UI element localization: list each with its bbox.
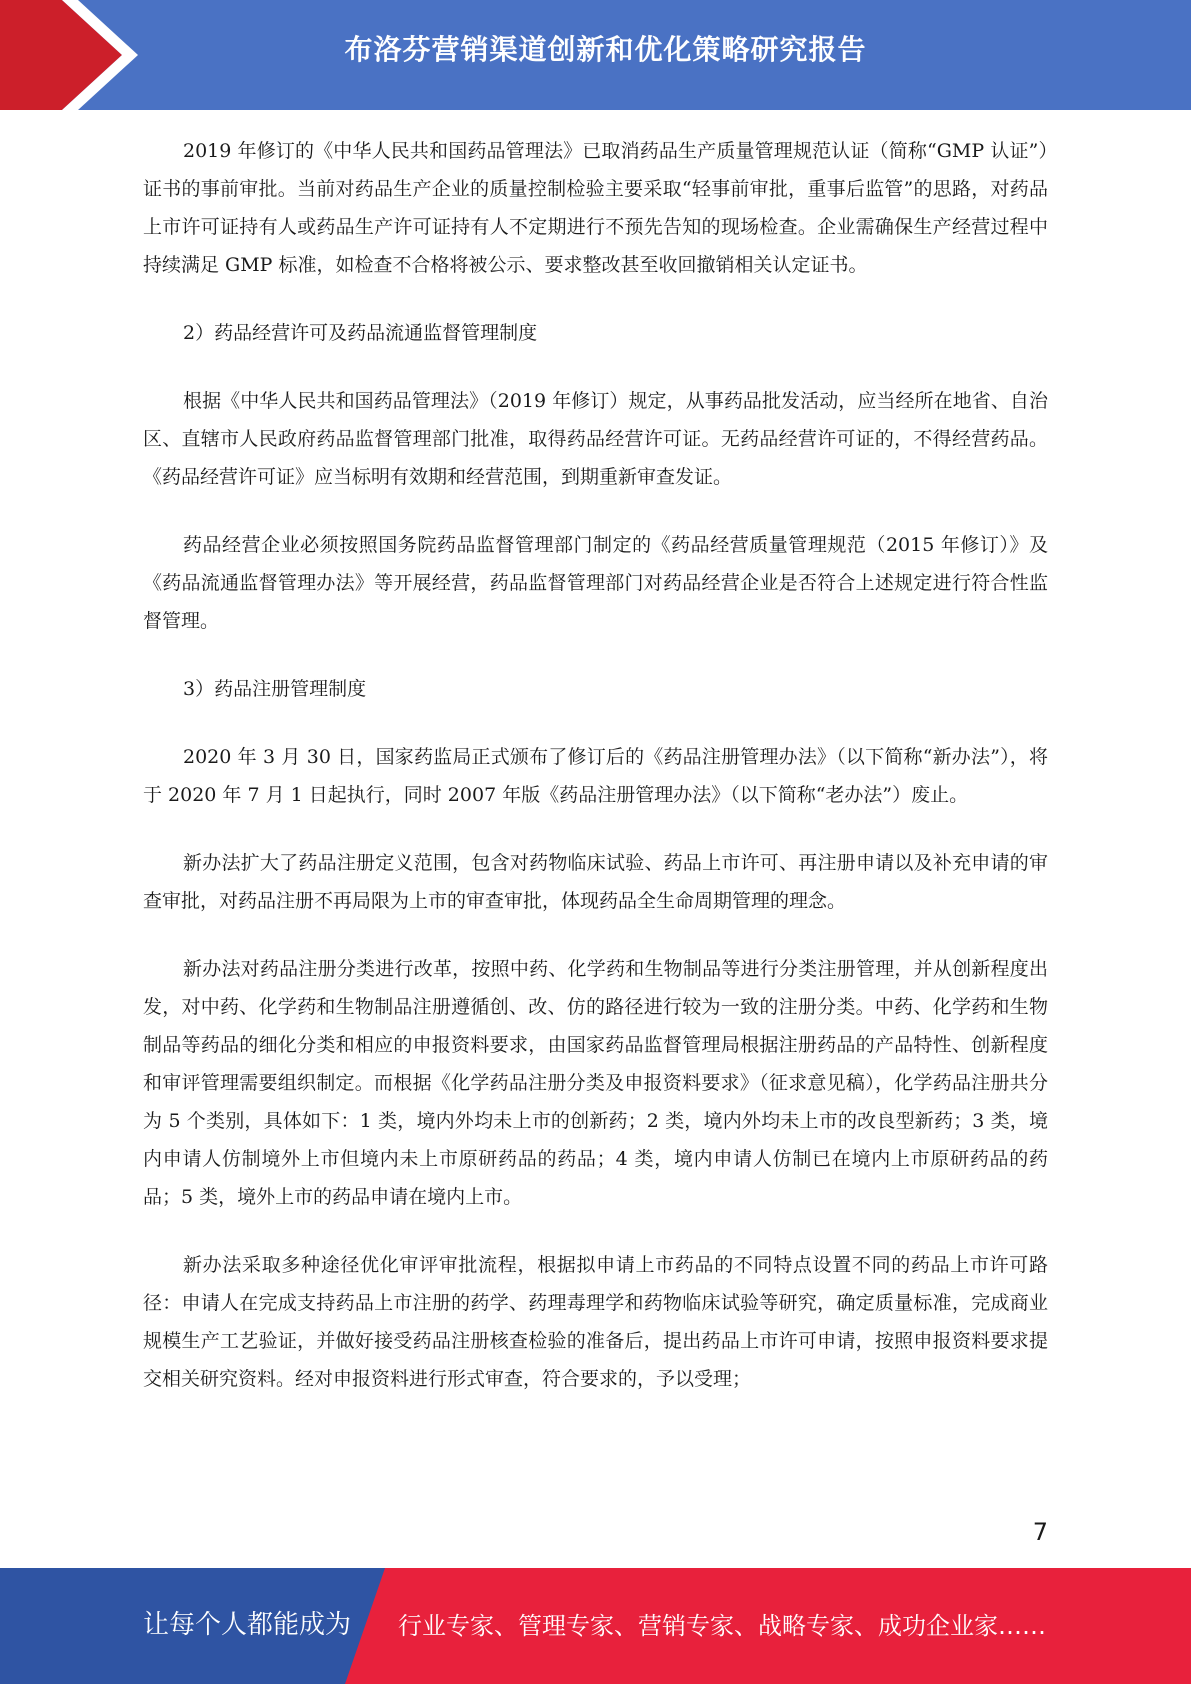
section-heading-registration: 3）药品注册管理制度 — [183, 678, 367, 700]
footer-slogan-roles: 行业专家、管理专家、营销专家、战略专家、成功企业家…… — [398, 1612, 1046, 1640]
paragraph-scope: 新办法扩大了药品注册定义范围，包含对药物临床试验、药品上市许可、再注册申请以及补充申请的审查审批，对药品注册不再局限为上市的审查审批，体现药品全生命周期管理的理念。 — [143, 852, 1048, 912]
page-header — [0, 0, 1191, 110]
report-title: 布洛芬营销渠道创新和优化策略研究报告 — [344, 33, 867, 66]
paragraph-new-rules: 2020 年 3 月 30 日，国家药监局正式颁布了修订后的《药品注册管理办法》（以下简称“新办法”），将于 2020 年 7 月 1 日起执行，同时 2007 年版《药品注册管理办法》（以下简称“老办法”）废止。 — [143, 746, 1048, 806]
paragraph-gsp: 药品经营企业必须按照国务院药品监督管理部门制定的《药品经营质量管理规范（2015 年修订）》及《药品流通监督管理办法》等开展经营，药品监督管理部门对药品经营企业是否符合上述规定进行符合性监督管理。 — [143, 534, 1048, 632]
paragraph-gmp: 2019 年修订的《中华人民共和国药品管理法》已取消药品生产质量管理规范认证（简称“GMP 认证”）证书的事前审批。当前对药品生产企业的质量控制检验主要采取“轻事前审批，重事后监管”的思路，对药品上市许可证持有人或药品生产许可证持有人不定期进行不预先告知的现场检查。企业需确保生产经营过程中持续满足 GMP 标准，如检查不合格将被公示、要求整改甚至收回撤销相关认定证书。 — [143, 140, 1048, 276]
page-footer — [0, 1568, 1191, 1684]
section-heading-distribution: 2）药品经营许可及药品流通监督管理制度 — [183, 322, 538, 344]
paragraph-license: 根据《中华人民共和国药品管理法》（2019 年修订）规定，从事药品批发活动，应当经所在地省、自治区、直辖市人民政府药品监督管理部门批准，取得药品经营许可证。无药品经营许可证的，不得经营药品。《药品经营许可证》应当标明有效期和经营范围，到期重新审查发证。 — [143, 390, 1048, 488]
paragraph-approval-process: 新办法采取多种途径优化审评审批流程，根据拟申请上市药品的不同特点设置不同的药品上市许可路径：申请人在完成支持药品上市注册的药学、药理毒理学和药物临床试验等研究，确定质量标准，完成商业规模生产工艺验证，并做好接受药品注册核查检验的准备后，提出药品上市许可申请，按照申报资料要求提交相关研究资料。经对申报资料进行形式审查，符合要求的，予以受理； — [143, 1254, 1048, 1390]
page-number: 7 — [1032, 1518, 1048, 1546]
document-body — [143, 132, 1048, 1428]
footer-slogan-lead: 让每个人都能成为 — [143, 1610, 352, 1640]
paragraph-classification: 新办法对药品注册分类进行改革，按照中药、化学药和生物制品等进行分类注册管理，并从创新程度出发，对中药、化学药和生物制品注册遵循创、改、仿的路径进行较为一致的注册分类。中药、化学药和生物制品等药品的细化分类和相应的申报资料要求，由国家药品监督管理局根据注册药品的产品特性、创新程度和审评管理需要组织制定。而根据《化学药品注册分类及申报资料要求》（征求意见稿），化学药品注册共分为 5 个类别，具体如下：1 类，境内外均未上市的创新药；2 类，境内外均未上市的改良型新药；3 类，境内申请人仿制境外上市但境内未上市原研药品的药品；4 类，境内申请人仿制已在境内上市原研药品的药品；5 类，境外上市的药品申请在境内上市。 — [143, 958, 1048, 1208]
